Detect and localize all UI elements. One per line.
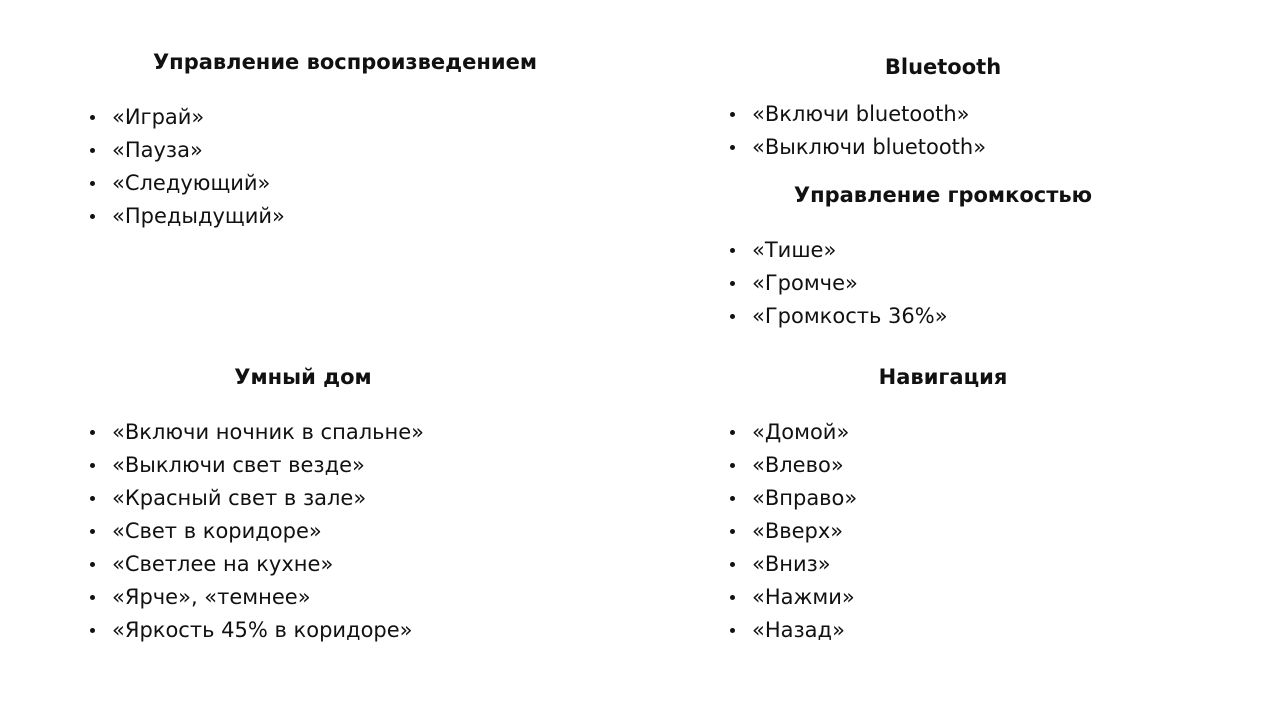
bullet-icon <box>90 463 95 468</box>
bullet-icon <box>730 248 735 253</box>
bullet-icon <box>730 314 735 319</box>
volume-command-list <box>730 234 948 333</box>
list-item <box>90 416 424 449</box>
list-item <box>730 581 857 614</box>
navigation-heading: Навигация <box>878 365 1008 389</box>
list-item <box>730 267 948 300</box>
list-item <box>90 449 424 482</box>
bluetooth-heading: Bluetooth <box>884 55 1002 79</box>
list-item <box>730 515 857 548</box>
list-item <box>90 200 285 233</box>
bullet-icon <box>730 562 735 567</box>
list-item-label: «Следующий» <box>112 171 271 195</box>
list-item <box>730 98 986 131</box>
list-item-label: «Нажми» <box>752 585 855 609</box>
bullet-icon <box>730 463 735 468</box>
list-item <box>90 515 424 548</box>
bullet-icon <box>90 562 95 567</box>
bullet-icon <box>90 529 95 534</box>
list-item-label: «Домой» <box>752 420 850 444</box>
list-item-label: «Выключи свет везде» <box>112 453 365 477</box>
list-item-label: «Яркость 45% в коридоре» <box>112 618 413 642</box>
volume-heading: Управление громкостью <box>793 183 1093 207</box>
list-item <box>730 416 857 449</box>
list-item-label: «Выключи bluetooth» <box>752 135 987 159</box>
bullet-icon <box>730 145 735 150</box>
list-item-label: «Ярче», «темнее» <box>112 585 311 609</box>
bullet-icon <box>730 281 735 286</box>
list-item <box>90 167 285 200</box>
list-item <box>730 548 857 581</box>
list-item-label: «Тише» <box>752 238 837 262</box>
list-item-label: «Пауза» <box>112 138 203 162</box>
list-item-label: «Влево» <box>752 453 844 477</box>
list-item <box>90 548 424 581</box>
bullet-icon <box>730 430 735 435</box>
list-item-label: «Включи ночник в спальне» <box>112 420 424 444</box>
list-item <box>730 131 986 164</box>
list-item <box>730 614 857 647</box>
list-item-label: «Громкость 36%» <box>752 304 948 328</box>
list-item-label: «Красный свет в зале» <box>112 486 367 510</box>
list-item-label: «Светлее на кухне» <box>112 552 334 576</box>
smart-home-command-list <box>90 416 424 647</box>
list-item-label: «Вниз» <box>752 552 831 576</box>
list-item-label: «Вправо» <box>752 486 858 510</box>
bullet-icon <box>730 595 735 600</box>
bullet-icon <box>730 529 735 534</box>
bullet-icon <box>90 430 95 435</box>
list-item <box>90 482 424 515</box>
bullet-icon <box>90 181 95 186</box>
list-item-label: «Предыдущий» <box>112 204 285 228</box>
navigation-command-list <box>730 416 857 647</box>
bullet-icon <box>730 628 735 633</box>
bullet-icon <box>90 628 95 633</box>
playback-heading: Управление воспроизведением <box>152 50 538 74</box>
list-item <box>90 134 285 167</box>
bullet-icon <box>90 214 95 219</box>
list-item <box>730 300 948 333</box>
list-item-label: «Вверх» <box>752 519 844 543</box>
list-item <box>730 482 857 515</box>
list-item <box>90 101 285 134</box>
bullet-icon <box>90 148 95 153</box>
bullet-icon <box>730 112 735 117</box>
list-item-label: «Громче» <box>752 271 858 295</box>
smart-home-heading: Умный дом <box>234 365 372 389</box>
list-item-label: «Свет в коридоре» <box>112 519 322 543</box>
bluetooth-command-list <box>730 98 986 164</box>
list-item-label: «Включи bluetooth» <box>752 102 970 126</box>
list-item <box>730 234 948 267</box>
list-item-label: «Играй» <box>112 105 205 129</box>
bullet-icon <box>90 595 95 600</box>
list-item <box>90 614 424 647</box>
playback-command-list <box>90 101 285 233</box>
bullet-icon <box>90 115 95 120</box>
bullet-icon <box>730 496 735 501</box>
list-item <box>730 449 857 482</box>
list-item <box>90 581 424 614</box>
bullet-icon <box>90 496 95 501</box>
list-item-label: «Назад» <box>752 618 845 642</box>
